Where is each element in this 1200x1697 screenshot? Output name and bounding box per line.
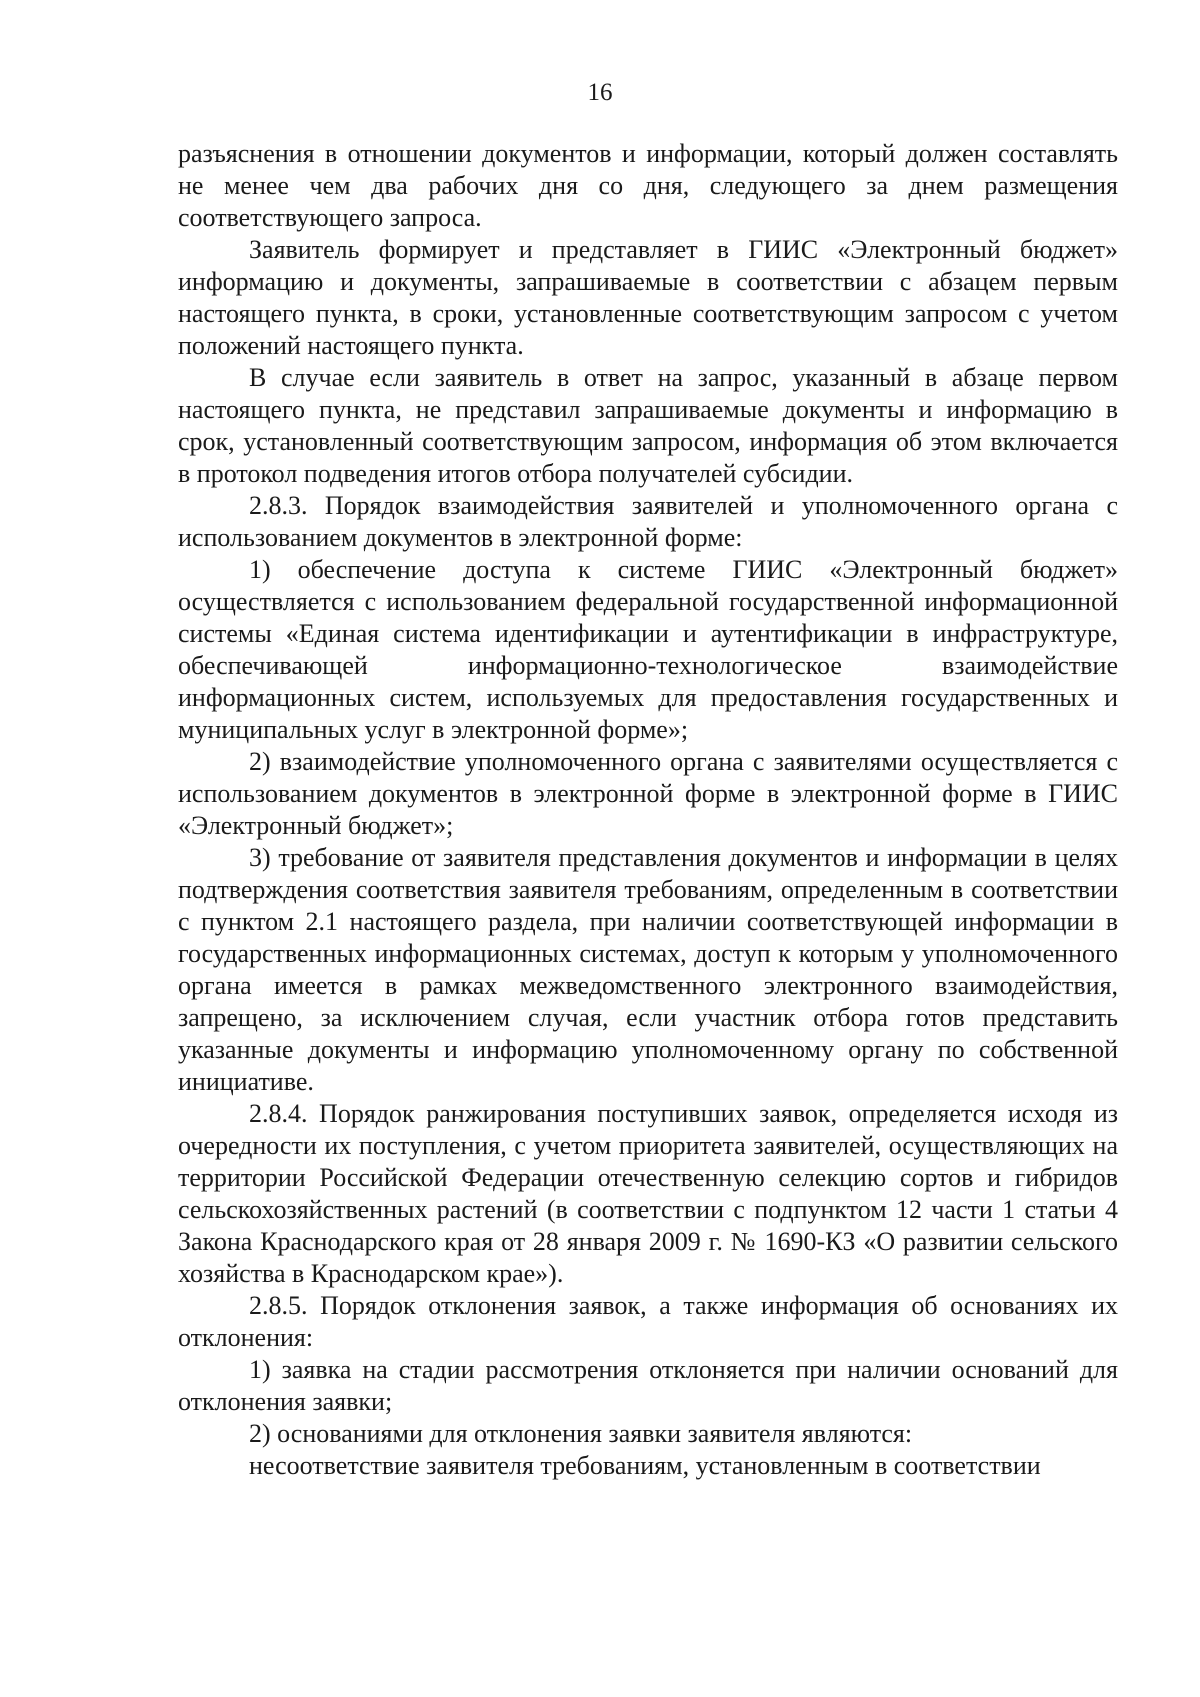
paragraph-2-8-4-ranking: 2.8.4. Порядок ранжирования поступивших заявок, определяется исходя из очередности их поступления, с учетом приоритета заявителей, осуществляющих на территории Российской Федерации отечественную селекцию сортов и гибридов сельскохозяйственных растений (в соответствии с подпунктом 12 части 1 статьи 4 Закона Краснодарского края от 28 января 2009 г. № 1690-КЗ «О развитии сельского хозяйства в Краснодарском крае»).	[178, 1099, 1118, 1288]
paragraph-2-8-3-item-3: 3) требование от заявителя представления документов и информации в целях подтверждения соответствия заявителя требованиям, определенным в соответствии с пунктом 2.1 настоящего раздела, при наличии соответствующей информации в государственных информационных системах, доступ к которым у уполномоченного органа имеется в рамках межведомственного электронного взаимодействия, запрещено, за исключением случая, если участник отбора готов представить указанные документы и информацию уполномоченному органу по собственной инициативе.	[178, 843, 1118, 1096]
paragraph-2-8-3-heading: 2.8.3. Порядок взаимодействия заявителей и уполномоченного органа с использованием документов в электронной форме:	[178, 491, 1118, 552]
paragraph-2-8-3-item-1: 1) обеспечение доступа к системе ГИИС «Электронный бюджет» осуществляется с использованием федеральной государственной информационной системы «Единая система идентификации и аутентификации в инфраструктуре, обеспечивающей информационно-технологическое взаимодействие информационных систем, используемых для предоставления государственных и муниципальных услуг в электронной форме»;	[178, 555, 1118, 744]
paragraph-2-8-5-item-1: 1) заявка на стадии рассмотрения отклоняется при наличии оснований для отклонения заявки;	[178, 1355, 1118, 1416]
page-number: 16	[587, 79, 613, 106]
paragraph-clarification-deadline: разъяснения в отношении документов и информации, который должен составлять не менее чем два рабочих дня со дня, следующего за днем размещения соответствующего запроса.	[178, 139, 1118, 232]
document-body	[178, 138, 1118, 1482]
paragraph-2-8-5-item-2: 2) основаниями для отклонения заявки заявителя являются:	[249, 1419, 913, 1448]
paragraph-failure-to-submit: В случае если заявитель в ответ на запрос, указанный в абзаце первом настоящего пункта, не представил запрашиваемые документы и информацию в срок, установленный соответствующим запросом, информация об этом включается в протокол подведения итогов отбора получателей субсидии.	[178, 363, 1118, 488]
paragraph-applicant-submits: Заявитель формирует и представляет в ГИИС «Электронный бюджет» информацию и документы, запрашиваемые в соответствии с абзацем первым настоящего пункта, в сроки, установленные соответствующим запросом с учетом положений настоящего пункта.	[178, 235, 1118, 360]
paragraph-noncompliance: несоответствие заявителя требованиям, установленным в соответствии	[249, 1451, 1041, 1480]
paragraph-2-8-5-heading: 2.8.5. Порядок отклонения заявок, а также информация об основаниях их отклонения:	[178, 1291, 1118, 1352]
paragraph-2-8-3-item-2: 2) взаимодействие уполномоченного органа с заявителями осуществляется с использованием документов в электронной форме в электронной форме в ГИИС «Электронный бюджет»;	[178, 747, 1118, 840]
